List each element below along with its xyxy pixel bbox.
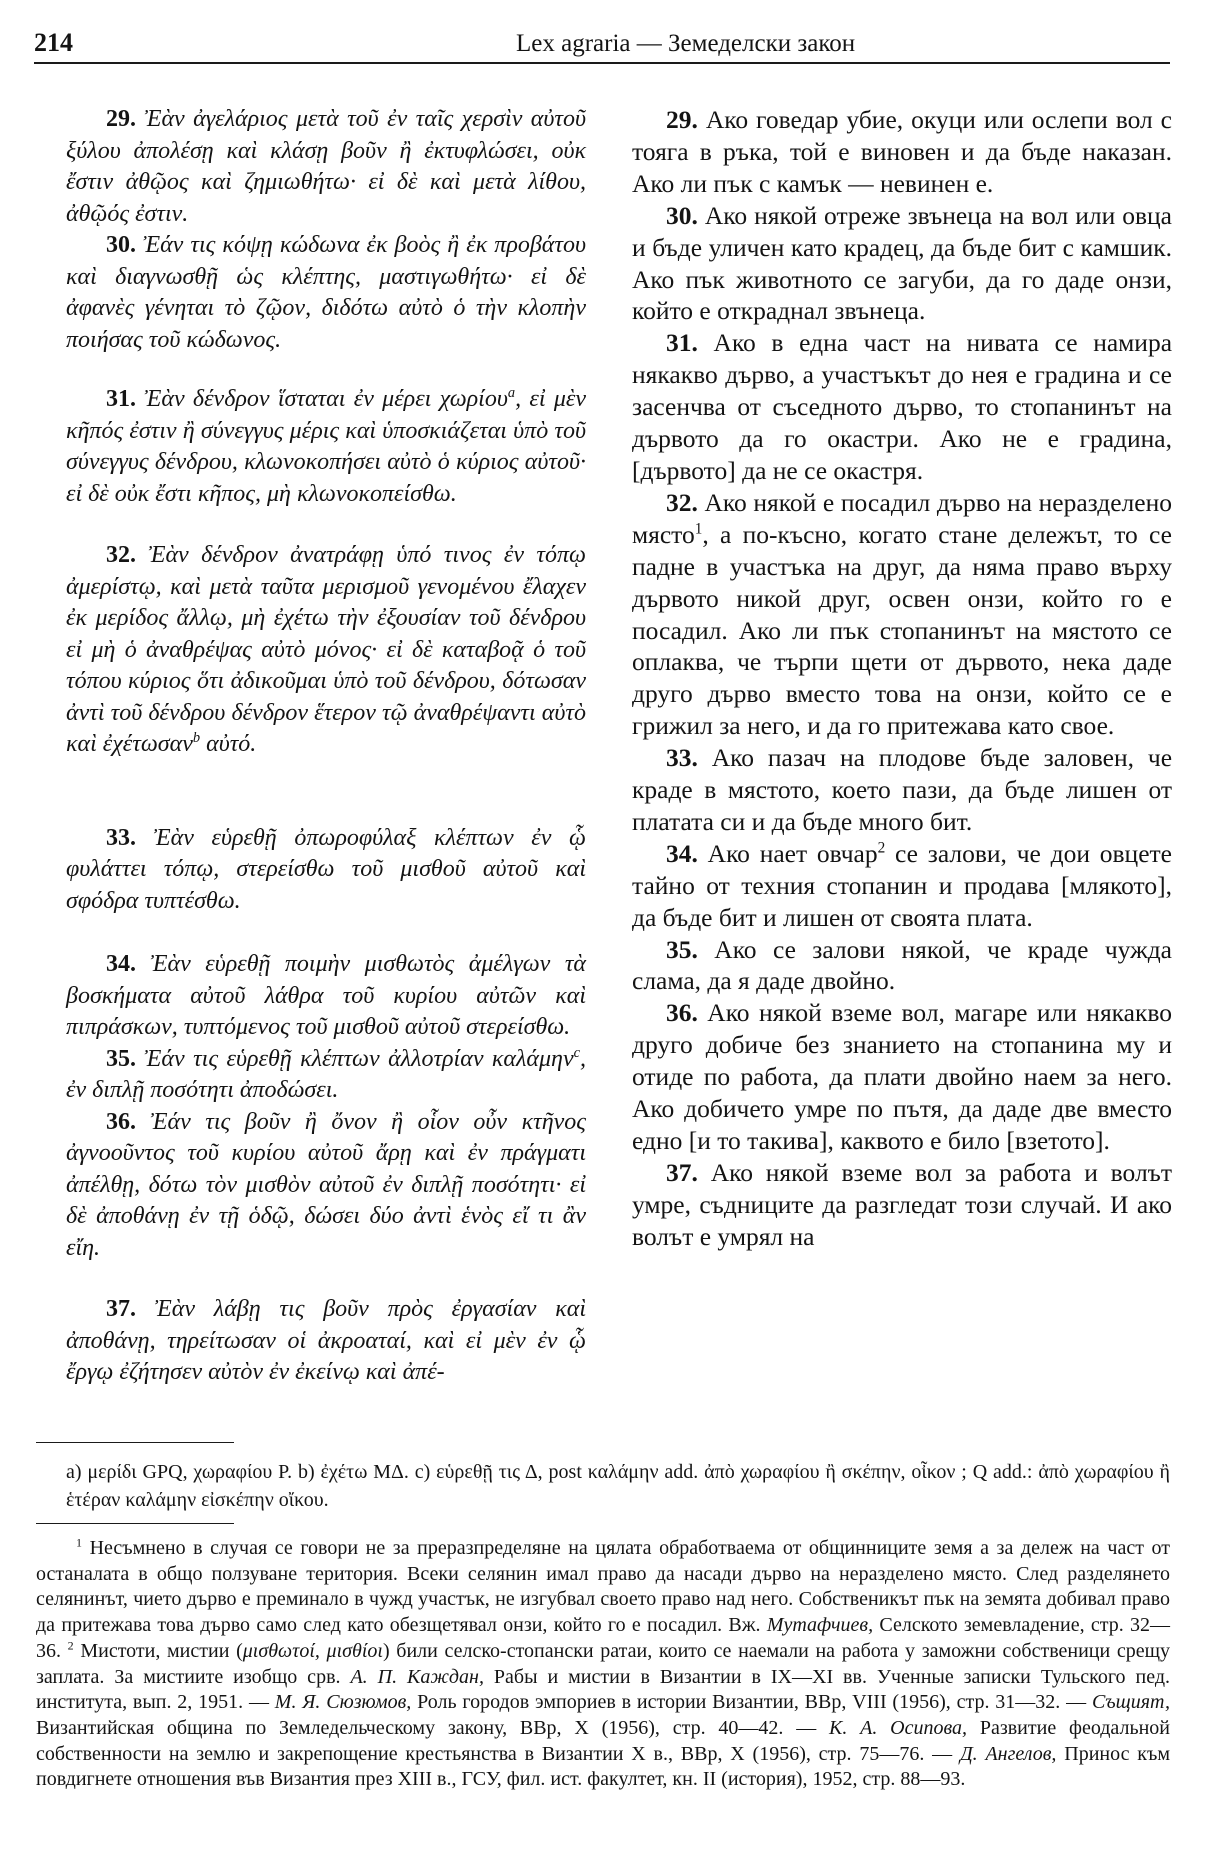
critical-apparatus: a) μερίδι GPQ, χωραφίου P. b) ἐχέτω MΔ. c) εὑρεθῇ τις Δ, post καλάμην add. ἀπὸ χωραφίου ἢ σκέπην, οἶκον ; Q add.: ἀπὸ χωραφίου ἢ ἑτέραν καλάμην εἰσκέπην οἴκου. — [66, 1461, 1170, 1511]
greek-para-32 — [66, 540, 586, 761]
footnote-text: ) били селско-стопански ратаи, които се наемали на работа у заможни собственици срещу заплата. За мистиите изобщо срв. — [36, 1639, 1171, 1688]
bg-para-34 — [632, 838, 1172, 934]
footnote-rule — [36, 1523, 234, 1524]
bg-text: Ако говедар убие, окуци или ослепи вол с тояга в ръка, той е виновен и да бъде наказан. Ако ли пък с камък — невинен е. — [632, 105, 1172, 198]
greek-text: Ἐὰν εὑρεθῇ ὀπωροφύλαξ κλέπτων ἐν ᾧ φυλάττει τόπῳ, στερείσθω τοῦ μισθοῦ αὐτοῦ καὶ σφόδρα τυπτέσθω. — [66, 824, 586, 914]
para-number: 34. — [666, 838, 698, 868]
greek-text: Ἐάν τις κόψῃ κώδωνα ἐκ βοὸς ἢ ἐκ προβάτου καὶ διαγνωσθῇ ὡς κλέπτης, μαστιγωθήτω· εἰ δὲ ἀφανὲς γένηται τὸ ζῷον, διδότω αὐτὸ ὁ τὴν κλοπὴν ποιήσας τοῦ κώδωνος. — [66, 232, 586, 353]
para-number: 33. — [106, 824, 136, 851]
para-number: 31. — [106, 386, 136, 412]
greek-text: Ἐὰν εὑρεθῇ ποιμὴν μισθωτὸς ἀμέλγων τὰ βοσκήματα αὐτοῦ λάθρα τοῦ κυρίου αὐτῶν καὶ πιπράσκων, τυπτόμενος τοῦ μισθοῦ αὐτοῦ στερείσθω. — [66, 951, 587, 1040]
greek-text: Ἐὰν δένδρον ἵσταται ἐν μέρει χωρίου — [144, 386, 508, 412]
footnote-text: Развитие феодальной собственности на землю и закрепощение крестьянства в Византии X в., ВВр, X (1956), стр. 75—76. — — [36, 1716, 1170, 1765]
running-head: Lex agraria — Земеделски закон — [516, 30, 856, 57]
bg-para-37 — [632, 1157, 1172, 1253]
bg-para-30 — [632, 200, 1172, 328]
bg-para-33 — [632, 742, 1172, 838]
para-number: 30. — [106, 232, 136, 258]
greek-para-31 — [66, 384, 586, 510]
greek-text: Ἐάν τις εὑρεθῇ κλέπτων ἀλλοτρίαν καλάμην — [144, 1045, 574, 1072]
footnote-text: Роль городов эмпориев в истории Византии, ВВр, VIII (1956), стр. 31—32. — — [417, 1691, 1087, 1714]
greek-text: , ἐν διπλῇ ποσότητι ἀποδώσει. — [66, 1045, 587, 1103]
greek-para-37 — [66, 1294, 586, 1389]
author-name: А. П. Каждан, — [350, 1665, 484, 1688]
bg-text: Ако някой вземе вол, магаре или някакво друго добиче без знанието на стопанина му и отиде по работа, да плати двойно наем за него. Ако добичето умре по пътя, да даде две вместо едно [и то такива], каквото е било [взетото]. — [632, 998, 1172, 1155]
bg-text: Ако някой е посадил дърво на неразделено място — [632, 487, 1172, 549]
para-number: 36. — [666, 998, 698, 1028]
footnote-number: 1 — [76, 1535, 82, 1550]
para-number: 29. — [106, 106, 136, 132]
greek-para-33 — [66, 823, 586, 918]
bg-text: Ако някой отреже звънеца на вол или овца и бъде уличен като крадец, да бъде бит с камшик. Ако пък животното се загуби, да го даде онзи, който е откраднал звънеца. — [632, 200, 1172, 326]
footnote-text: Византийская община по Земледельческому закону, ВВр, X (1956), стр. 40—42. — — [36, 1716, 817, 1739]
bg-para-32 — [632, 487, 1172, 742]
greek-para-36 — [66, 1107, 586, 1265]
greek-para-35 — [66, 1044, 586, 1107]
greek-text: Ἐὰν δένδρον ἀνατράφῃ ὑπό τινος ἐν τόπῳ ἀμερίστῳ, καὶ μετὰ ταῦτα μερισμοῦ γενομένου ἔλαχεν ἐκ μερίδος ἄλλῳ, μὴ ἐχέτω τὴν ἐξουσίαν τοῦ δένδρου εἰ μὴ ὁ ἀναθρέψας αὐτὸ μόνος· εἰ δὲ καταβοᾷ ὁ τοῦ τόπου κύριος ὅτι ἀδικοῦμαι ὑπὸ τοῦ δένδρου, δότωσαν ἀντὶ τοῦ δένδρου δένδρον ἕτερον τῷ ἀναθρέψαντι αὐτὸ καὶ ἐχέτωσαν — [66, 542, 586, 757]
footnote-text: Несъмнено в случая се говори не за преразпределяне на цялата обработваемa от общинниците земя а за дележ на част от останалата в общо ползуване територия. Всеки селянин имал право да насади дърво на неразделено място. След разделянето селянинът, чието дърво е преминало в чужд участък, не изгубвал своето право над него. Собственикът пък на земята добивал право да притежава това дърво само след като обезщетявал онзи, който го е посадил. Вж. — [36, 1537, 1171, 1637]
variant-mark: c — [573, 1044, 581, 1061]
footnote-text: Рабы и мистии в Византии в IX—XI вв. Ученные записки Тульского пед. института, вып. 2, 1951. — — [36, 1665, 1170, 1714]
greek-para-34 — [66, 949, 586, 1044]
greek-text: Ἐάν τις βοῦν ἢ ὄνον ἢ οἷον οὖν κτῆνος ἀγνοοῦντος τοῦ κυρίου αὐτοῦ ἄρῃ καὶ ἐν πράγματι ἀπέλθῃ, δότω τὸν μισθὸν αὐτοῦ ἐν διπλῇ ποσότητι· εἰ δὲ ἀποθάνῃ ἐν τῇ ὁδῷ, δώσει δύο ἀντὶ ἑνὸς εἴ τι ἂν εἴη. — [66, 1108, 586, 1261]
greek-text: , εἰ μὲν κῆπός ἐστιν ἢ σύνεγγυς μέρις καὶ ὑποσκιάζεται ὑπὸ τοῦ σύνεγγυς δένδρου, κλωνοκοπήσει αὐτὸ ὁ κύριος αὐτοῦ· εἰ δὲ οὐκ ἔστι κῆπος, μὴ κλωνοκοπείσθω. — [66, 386, 587, 507]
footnote-text: Мистоти, мистии ( — [80, 1639, 243, 1662]
bg-text: Ако някой вземе вол за работа и волът умре, съдниците да разгледат този случай. И ако волът е умрял на — [632, 1157, 1172, 1251]
bg-para-31 — [632, 327, 1172, 487]
variant-mark: b — [192, 730, 201, 746]
bg-text: Ако наeт овчар — [707, 838, 878, 868]
greek-text: Ἐὰν λάβῃ τις βοῦν πρὸς ἐργασίαν καὶ ἀποθάνῃ, τηρείτωσαν οἱ ἀκροαταί, καὶ εἰ μὲν ἐν ᾧ ἔργῳ ἐζήτησεν αὐτὸν ἐν ἐκείνῳ καὶ ἀπέ- — [66, 1296, 587, 1385]
greek-term: μισθωτοί, μισθίοι — [242, 1639, 383, 1662]
para-number: 35. — [106, 1045, 136, 1072]
bg-text: Ако се залови някой, че краде чужда слама, да я даде двойно. — [632, 934, 1172, 996]
bg-text: Ако пазач на плодове бъде заловен, че краде в мястото, което пази, да бъде лишен от платата си и да бъде много бит. — [632, 743, 1173, 836]
greek-para-29 — [66, 104, 586, 230]
para-number: 36. — [106, 1108, 136, 1135]
apparatus-rule — [36, 1442, 234, 1443]
bg-para-35 — [632, 934, 1172, 998]
para-number: 31. — [666, 328, 698, 358]
greek-column — [66, 104, 586, 1389]
footnote-text: Принос към повдигнете отношения във Византия през XIII в., ГСУ, фил. ист. факултет, кн. II (история), 1952, стр. 88—93. — [36, 1742, 1170, 1791]
footnote-number: 2 — [67, 1638, 74, 1653]
bg-para-36 — [632, 997, 1172, 1157]
author-name: К. А. Осипова, — [829, 1716, 968, 1739]
para-number: 34. — [106, 951, 136, 977]
footnote-mark: 2 — [877, 839, 886, 857]
page-number: 214 — [34, 28, 73, 57]
author-name: М. Я. Сюзюмов, — [274, 1691, 412, 1714]
para-number: 30. — [666, 200, 698, 230]
greek-para-30 — [66, 230, 586, 356]
para-number: 32. — [666, 487, 698, 517]
header-rule — [34, 62, 1170, 64]
bg-text: , а по-късно, когато стане дележът, то се падне в участъка на друг, да няма право върху дървото никой друг, освен онзи, който го е посадил. Ако ли пък стопанинът на мястото се оплаква, че търпи щети от дървото, нека даде друго дърво вместо това на онзи, който се е грижил за него, и да го притежава като свое. — [632, 519, 1172, 741]
variant-mark: a — [507, 385, 516, 401]
footnote-mark: 1 — [694, 520, 703, 538]
para-number: 32. — [106, 542, 136, 568]
para-number: 37. — [666, 1157, 698, 1187]
bg-para-29 — [632, 104, 1172, 200]
greek-text: Ἐὰν ἀγελάριος μετὰ τοῦ ἐν ταῖς χερσὶν αὐτοῦ ξύλου ἀπολέσῃ καὶ κλάσῃ βοῦν ἢ ἐκτυφλώσει, οὐκ ἔστιν ἀθῷος καὶ ζημιωθήτω· εἰ δὲ καὶ μετὰ λίθου, ἀθῷός ἐστιν. — [66, 106, 587, 227]
bg-text: Ако в една част на нивата се намира някакво дърво, а участъкът до нея е градина и се засенчва от съседното дърво, то стопанинът на дървото да го окастри. Ако не е градина, [дървото] да не се окастря. — [632, 328, 1173, 485]
bulgarian-column — [632, 104, 1172, 1253]
footnotes — [36, 1536, 1170, 1793]
greek-text: αὐτό. — [200, 731, 257, 757]
para-number: 29. — [666, 105, 698, 134]
author-name: Същият, — [1091, 1691, 1170, 1714]
author-name: Д. Ангелов, — [959, 1742, 1057, 1765]
para-number: 33. — [666, 743, 698, 773]
para-number: 35. — [666, 934, 698, 964]
author-name: Мутафчиев, — [766, 1614, 874, 1637]
para-number: 37. — [106, 1296, 136, 1322]
footnote-text: Селското земевладение, стр. 32—36. — [36, 1614, 1171, 1662]
bg-text: се залови, че дои овцете тайно от техния стопанин и продава [млякото], да бъде бит и лишен от своята плата. — [632, 838, 1172, 932]
